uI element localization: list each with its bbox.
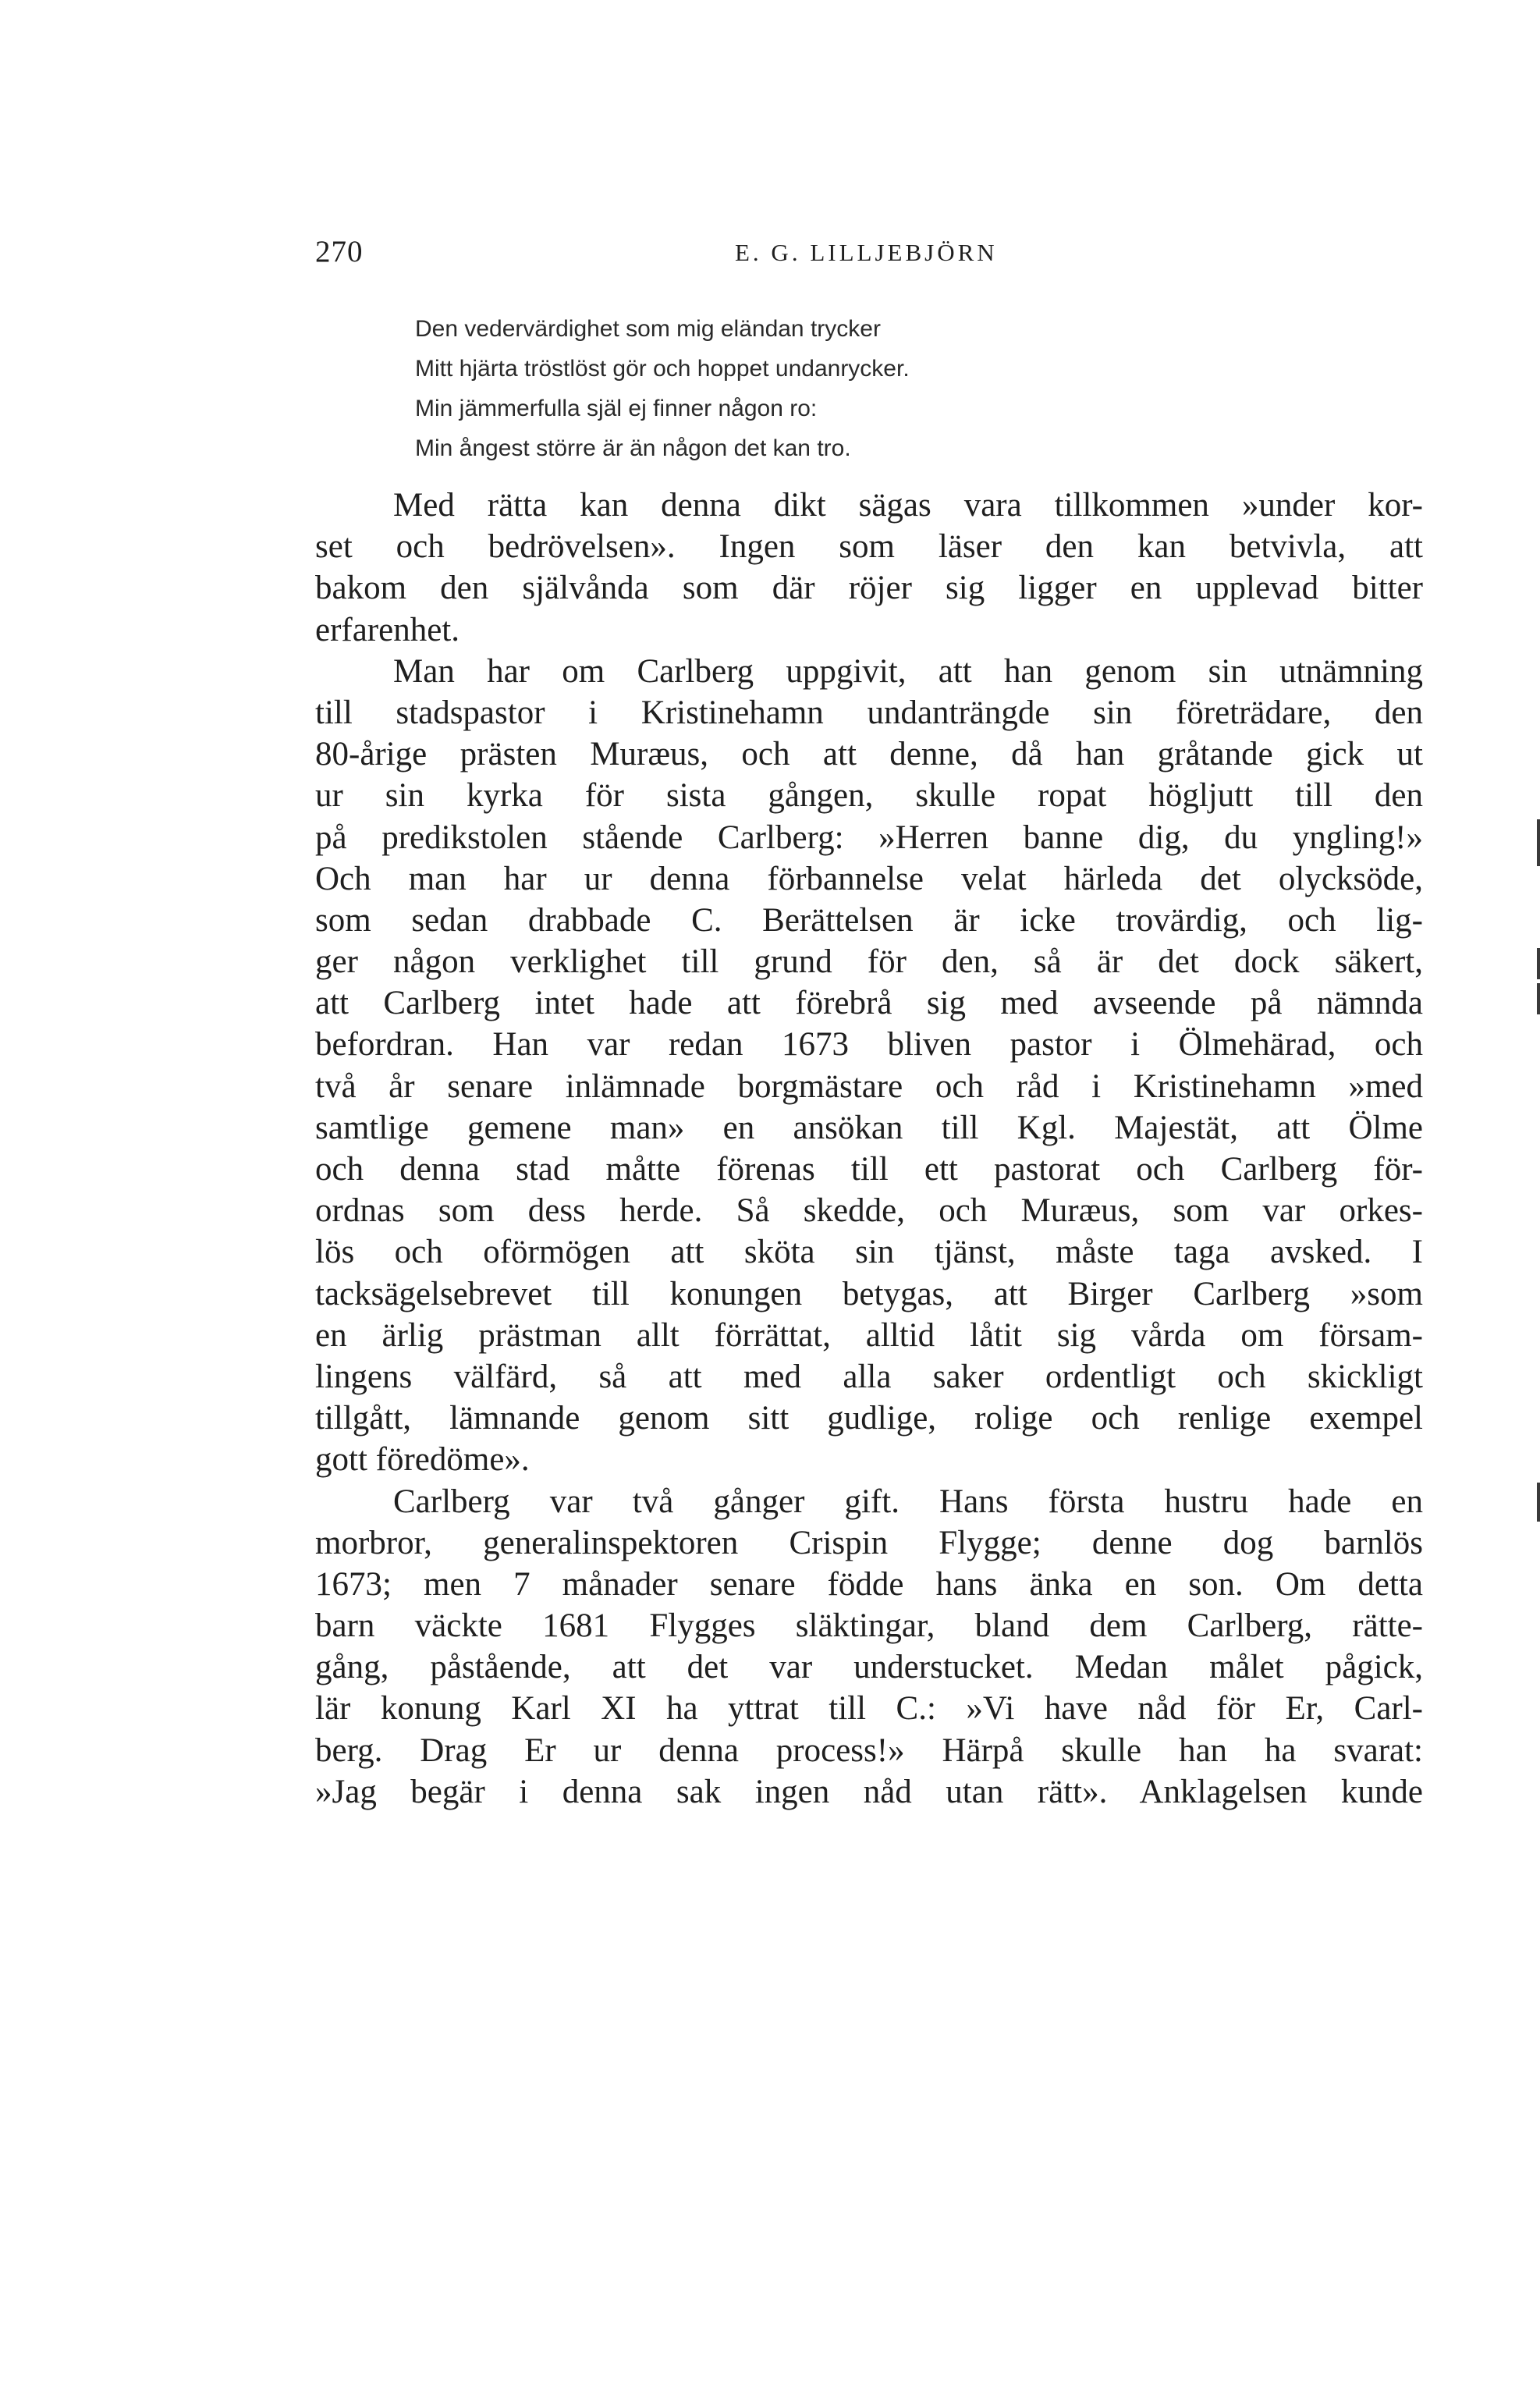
text-line: en ärlig prästman allt förrättat, alltid låtit sig vårda om försam- <box>315 1316 1423 1354</box>
text-line: »Jag begär i denna sak ingen nåd utan rätt». Anklagelsen kunde <box>315 1773 1423 1810</box>
poem-line: Den vedervärdighet som mig eländan trycker <box>415 316 881 342</box>
text-line: på predikstolen stående Carlberg: »Herren banne dig, du yngling!» <box>315 819 1423 856</box>
text-line: 1673; men 7 månader senare födde hans änka en son. Om detta <box>315 1565 1423 1603</box>
text-line: samtlige gemene man» en ansökan till Kgl. Majestät, att Ölme <box>315 1109 1423 1146</box>
scan-edge-mark <box>1537 948 1540 979</box>
text-line: till stadspastor i Kristinehamn undanträngde sin företrädare, den <box>315 694 1423 731</box>
text-line: set och bedrövelsen». Ingen som läser den kan betvivla, att <box>315 528 1423 566</box>
text-line: ordnas som dess herde. Så skedde, och Muræus, som var orkes- <box>315 1192 1423 1230</box>
text-line: Och man har ur denna förbannelse velat härleda det olycksöde, <box>315 860 1423 897</box>
text-line: tillgått, lämnande genom sitt gudlige, rolige och renlige exempel <box>315 1400 1423 1437</box>
text-line: 80-årige prästen Muræus, och att denne, då han gråtande gick ut <box>315 736 1423 773</box>
text-line: gång, påstående, att det var understucket. Medan målet pågick, <box>315 1649 1423 1686</box>
poem-block <box>415 309 1351 468</box>
page-number: 270 <box>315 235 364 268</box>
text-line: som sedan drabbade C. Berättelsen är icke trovärdig, och lig- <box>315 901 1423 939</box>
poem-line: Min ångest större är än någon det kan tro. <box>415 435 851 461</box>
text-line: barn väckte 1681 Flygges släktingar, bland dem Carlberg, rätte- <box>315 1607 1423 1645</box>
text-line: tacksägelsebrevet till konungen betygas, att Birger Carlberg »som <box>315 1275 1423 1312</box>
text-line: lingens välfärd, så att med alla saker ordentligt och skickligt <box>315 1358 1423 1395</box>
text-line: lös och oförmögen att sköta sin tjänst, måste taga avsked. I <box>315 1234 1423 1271</box>
scan-edge-mark <box>1537 1483 1540 1522</box>
text-line: och denna stad måtte förenas till ett pastorat och Carlberg för- <box>315 1151 1423 1188</box>
body-text <box>315 485 1423 1813</box>
poem-line: Min jämmerfulla själ ej finner någon ro: <box>415 396 818 421</box>
text-line: gott föredöme». <box>315 1441 530 1479</box>
text-line: två år senare inlämnade borgmästare och råd i Kristinehamn »med <box>315 1067 1423 1105</box>
text-line: berg. Drag Er ur denna process!» Härpå skulle han ha svarat: <box>315 1731 1423 1769</box>
text-line: morbror, generalinspektoren Crispin Flygge; denne dog barnlös <box>315 1524 1423 1561</box>
poem-line: Mitt hjärta tröstlöst gör och hoppet undanrycker. <box>415 356 910 382</box>
text-line: ger någon verklighet till grund för den, så är det dock säkert, <box>315 943 1423 981</box>
text-line: Man har om Carlberg uppgivit, att han genom sin utnämning <box>393 652 1423 690</box>
text-line: Med rätta kan denna dikt sägas vara tillkommen »under kor- <box>393 487 1423 524</box>
text-line: lär konung Karl XI ha yttrat till C.: »Vi have nåd för Er, Carl- <box>315 1690 1423 1728</box>
scan-edge-mark <box>1537 983 1540 1014</box>
running-head: E. G. LILLJEBJÖRN <box>735 239 998 266</box>
text-line: att Carlberg intet hade att förebrå sig med avseende på nämnda <box>315 985 1423 1022</box>
text-line: Carlberg var två gånger gift. Hans första hustru hade en <box>393 1483 1423 1520</box>
scan-edge-mark <box>1537 819 1540 866</box>
text-line: ur sin kyrka för sista gången, skulle ropat högljutt till den <box>315 777 1423 815</box>
text-line: erfarenhet. <box>315 611 460 648</box>
text-line: bakom den självånda som där röjer sig ligger en upplevad bitter <box>315 570 1423 607</box>
text-line: befordran. Han var redan 1673 bliven pastor i Ölmehärad, och <box>315 1026 1423 1064</box>
